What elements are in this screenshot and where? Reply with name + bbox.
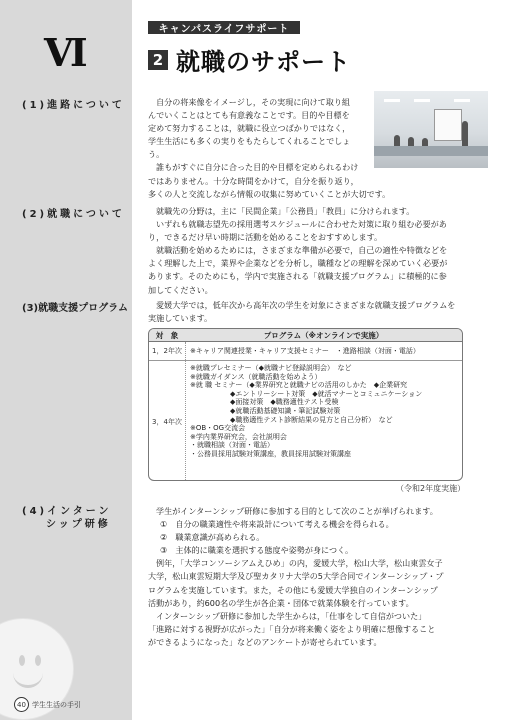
- smiley-eye-left: [19, 655, 25, 666]
- section-label-support-program: (3)就職支援プログラム: [22, 303, 128, 314]
- program-line: ・就職相談（対面・電話）: [190, 441, 274, 450]
- program-line: ※就職プレセミナー（◆就職ナビ登録説明会） など: [190, 364, 352, 372]
- text-line: よく理解した上で，業界や企業などを分析し，職種などの理解を深めていく必要が: [148, 258, 448, 269]
- program-line: ◆エントリーシート対策 ◆就活マナーとコミュニケーション: [230, 389, 423, 398]
- footer-text: 学生生活の手引: [32, 700, 81, 709]
- row-programs: [185, 361, 462, 481]
- text-line: いずれも就職志望先の採用選考スケジュールに合わせた対策に取り組む必要があ: [156, 219, 447, 230]
- text-line: んでいくことはとても有意義なことです。目的や目標を: [148, 110, 350, 121]
- text-line: 「進路に対する視野が広がった」「自分が将来働く姿をより明確に想像すること: [148, 623, 436, 634]
- label-line: (4)インターン: [22, 506, 112, 517]
- section-text-support-program: [148, 299, 455, 325]
- seminar-photo: [374, 91, 488, 168]
- text-line: 例年，「大学コンソーシアムえひめ」の内，愛媛大学，松山大学，松山東雲女子: [156, 558, 443, 569]
- text-line: 誰もがすぐに自分に合った目的や目標を定められるわけ: [156, 162, 359, 173]
- text-line: う。: [148, 149, 165, 160]
- section-text-career-path: [148, 96, 390, 201]
- section-label-employment: (2)就職について: [22, 209, 125, 220]
- section-banner: キャンパスライフサポート: [148, 21, 300, 34]
- title-text: 就職のサポート: [176, 48, 351, 76]
- text-line: ではありません。十分な時間をかけて，自分を振り返り，: [148, 175, 359, 186]
- photo-desks: [374, 146, 488, 156]
- photo-whiteboard: [434, 109, 462, 141]
- label-line: シップ研修: [46, 519, 111, 530]
- row-programs: [185, 342, 462, 360]
- smiley-mouth: [13, 671, 43, 688]
- chapter-number: Ⅵ: [44, 30, 86, 75]
- photo-ceiling-light: [384, 99, 400, 102]
- photo-person: [462, 121, 468, 149]
- table-row: [149, 342, 462, 361]
- text-line: 就職活動を始めるためには，さまざまな準備が必要で，自己の適性や特徴などを: [156, 245, 448, 256]
- section-text-internship: [148, 505, 444, 649]
- text-line: ③ 主体的に職業を選択する態度や姿勢が身につく。: [160, 545, 354, 556]
- text-line: インターンシップ研修に参加した学生からは，「仕事をして自信がついた」: [156, 610, 427, 621]
- text-line: ① 自分の職業適性や将来設計について考える機会を得られる。: [160, 519, 394, 530]
- section-label-career-path: (1)進路について: [22, 100, 125, 111]
- text-line: 実施しています。: [148, 313, 213, 324]
- program-line: ※学内業界研究会，会社説明会: [190, 432, 287, 441]
- program-table: [148, 328, 463, 481]
- row-target: 1，2年次: [152, 347, 182, 355]
- text-line: り，できるだけ早い時期に活動を始めることをおすすめします。: [148, 232, 383, 243]
- photo-ceiling-light: [414, 99, 430, 102]
- program-line: ※就 職 セミナー（◆業界研究と就職ナビの活用のしかた ◆企業研究: [190, 381, 408, 390]
- program-line: ※OB・OG交流会: [190, 424, 246, 433]
- title-number-badge: 2: [148, 50, 168, 70]
- smiley-eye-right: [35, 655, 41, 666]
- section-label-internship: [22, 505, 132, 531]
- text-line: 定めて努力することは，就職に役立つばかりではなく，: [148, 123, 351, 134]
- row-target: 3，4年次: [152, 417, 182, 426]
- program-line: ※就職ガイダンス（就職活動を始めよう）: [190, 372, 322, 381]
- photo-ceiling-light: [454, 99, 470, 102]
- page-title: [148, 42, 351, 77]
- text-line: 就職先の分野は，主に「民間企業」「公務員」「教員」に分けられます。: [156, 206, 415, 216]
- section-text-employment: [148, 205, 447, 297]
- text-line: 活動があり，約600名の学生が各企業・団体で就業体験を行っています。: [148, 597, 414, 608]
- header-program: プログラム（※オンラインで実施）: [263, 330, 384, 340]
- text-line: 大学，松山東雲短期大学及び聖カタリナ大学の5大学合同でインターンシップ・プ: [148, 571, 444, 582]
- page-number: 40: [14, 697, 29, 712]
- table-note: （令和2年度実施）: [396, 484, 466, 493]
- table-header: [149, 329, 462, 342]
- text-line: 加してください。: [148, 284, 213, 295]
- text-line: 学生生活にも多くの実りをもたらしてくれることでしょ: [148, 136, 351, 147]
- program-line: ※キャリア関連授業・キャリア支援セミナー ・進路相談（対面・電話）: [190, 346, 420, 355]
- header-target: 対 象: [155, 330, 179, 340]
- program-line: ◆就職活動基礎知識・筆記試験対策: [230, 406, 341, 415]
- page-footer: [14, 697, 81, 712]
- text-line: 愛媛大学では，低年次から高年次の学生を対象にさまざまな就職支援プログラムを: [156, 300, 456, 310]
- program-line: ◆職務適性テスト診断結果の見方と自己分析） など: [230, 415, 393, 424]
- program-line: ◆面接対策 ◆職務適性テスト受検: [230, 398, 339, 407]
- text-line: 多くの人と交流しながら情報の収集に努めていくことが大切です。: [148, 188, 391, 199]
- table-row: [149, 361, 462, 481]
- text-line: 学生がインターンシップ研修に参加する目的として次のことが挙げられます。: [156, 506, 438, 516]
- text-line: 自分の将来像をイメージし，その実現に向けて取り組: [156, 97, 351, 107]
- text-line: ② 職業意識が高められる。: [160, 532, 265, 543]
- text-line: ができるようになった」などのアンケートが寄せられています。: [148, 636, 382, 647]
- text-line: あります。そのためにも，学内で実施される「就職支援プログラム」に積極的に参: [148, 271, 447, 282]
- text-line: ログラムを実施しています。また，その他にも愛媛大学独自のインターンシップ: [148, 584, 438, 595]
- program-line: ・公務員採用試験対策講座，教員採用試験対策講座: [190, 449, 351, 458]
